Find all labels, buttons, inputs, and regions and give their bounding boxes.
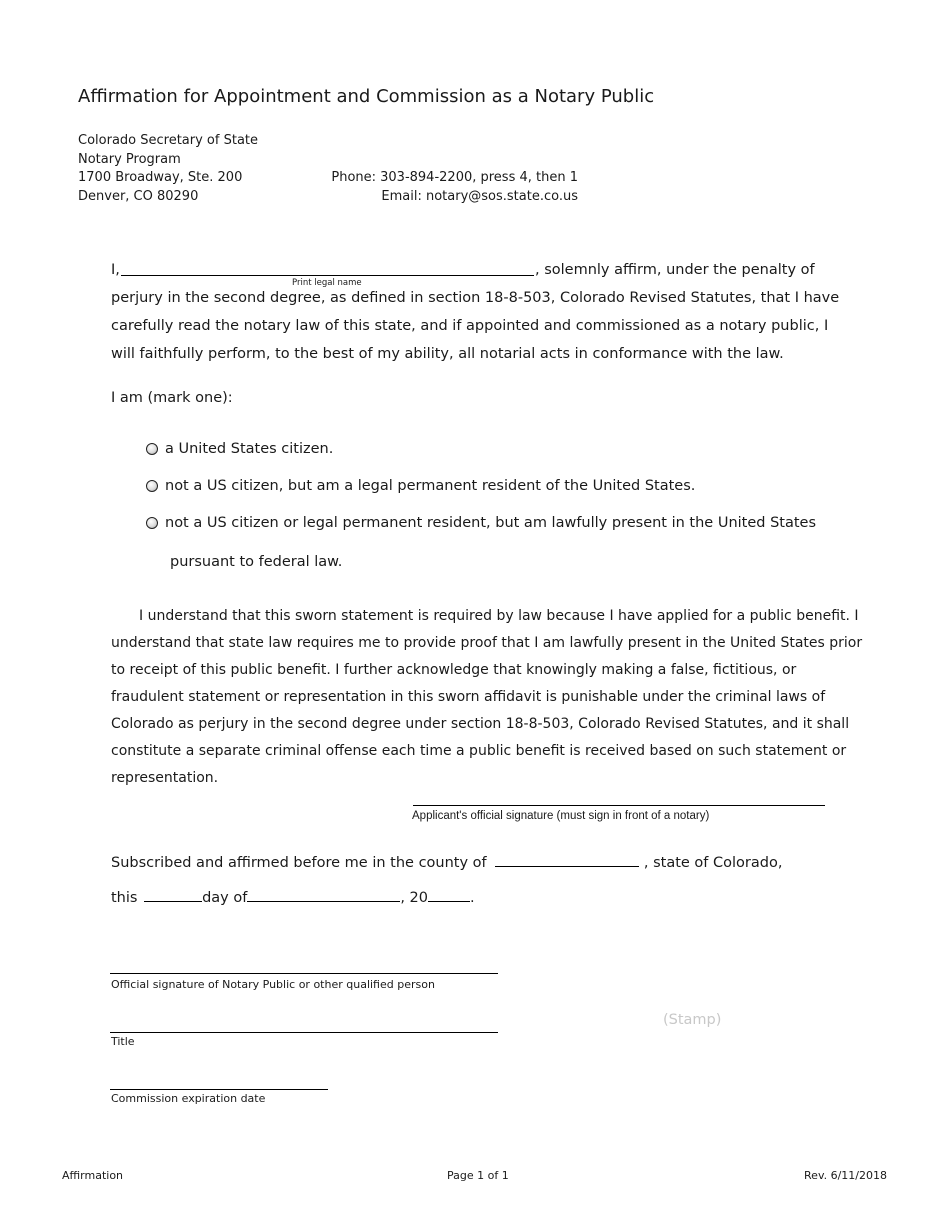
- year-field[interactable]: [428, 887, 470, 902]
- paragraph-line: I understand that this sworn statement is required by law because I have applied for a public benefit. I: [139, 608, 859, 624]
- affirmation-line-2: perjury in the second degree, as defined in section 18-8-503, Colorado Revised Statutes, that I have: [111, 290, 840, 306]
- paragraph-line: representation.: [111, 770, 219, 786]
- subscribed-line: [111, 849, 782, 877]
- radio-button[interactable]: [146, 517, 158, 529]
- paragraph-line: to receipt of this public benefit. I further acknowledge that knowingly making a false, fictitious, or: [111, 662, 797, 678]
- applicant-signature-caption: Applicant's official signature (must sign in front of a notary): [412, 810, 710, 822]
- phone-number: Phone: 303-894-2200, press 4, then 1: [331, 170, 578, 185]
- title-caption: Title: [111, 1035, 135, 1048]
- stamp-placeholder: (Stamp): [663, 1012, 722, 1028]
- address-line: 1700 Broadway, Ste. 200: [78, 170, 243, 185]
- status-option-lawfully-present: [146, 515, 816, 531]
- legal-name-caption: Print legal name: [292, 278, 362, 288]
- affirmation-line-4: will faithfully perform, to the best of my ability, all notarial acts in conformance with the law.: [111, 346, 784, 362]
- contact-info: [300, 168, 578, 206]
- document-title: Affirmation for Appointment and Commission as a Notary Public: [78, 86, 655, 107]
- radio-button[interactable]: [146, 480, 158, 492]
- subscribed-suffix: , state of Colorado,: [643, 855, 783, 871]
- address-line: Denver, CO 80290: [78, 188, 199, 204]
- day-field[interactable]: [144, 887, 202, 902]
- status-option-permanent-resident: [146, 478, 695, 494]
- radio-button[interactable]: [146, 443, 158, 455]
- status-option-label: not a US citizen, but am a legal permanent resident of the United States.: [165, 478, 696, 494]
- footer-revision: Rev. 6/11/2018: [804, 1169, 887, 1182]
- affirmation-prefix: I,: [111, 262, 120, 278]
- this-label: this: [111, 890, 138, 906]
- day-of-label: day of: [202, 890, 248, 906]
- year-suffix: .: [470, 890, 475, 906]
- status-option-label: a United States citizen.: [165, 441, 334, 457]
- status-option-continuation: pursuant to federal law.: [170, 554, 343, 570]
- email-address: Email: notary@sos.state.co.us: [381, 189, 578, 204]
- paragraph-line: constitute a separate criminal offense each time a public benefit is received based on such statement or: [111, 743, 847, 759]
- notary-signature-caption: Official signature of Notary Public or other qualified person: [111, 978, 435, 991]
- address-line: Notary Program: [78, 151, 181, 167]
- legal-name-field[interactable]: [121, 275, 534, 276]
- notary-signature-field[interactable]: [110, 973, 498, 974]
- affirmation-line-1: , solemnly affirm, under the penalty of: [535, 262, 815, 278]
- notary-title-field[interactable]: [110, 1032, 498, 1033]
- understanding-paragraph: [111, 603, 863, 792]
- applicant-signature-field[interactable]: [413, 805, 825, 806]
- paragraph-line: fraudulent statement or representation in this sworn affidavit is punishable under the criminal laws of: [111, 689, 826, 705]
- paragraph-line: understand that state law requires me to provide proof that I am lawfully present in the United States prior: [111, 635, 863, 651]
- month-field[interactable]: [247, 887, 400, 902]
- status-prompt: I am (mark one):: [111, 390, 233, 406]
- footer-form-name: Affirmation: [62, 1169, 124, 1182]
- date-line: [111, 884, 475, 912]
- address-line: Colorado Secretary of State: [78, 133, 259, 148]
- office-address: [78, 132, 258, 206]
- affirmation-line-3: carefully read the notary law of this state, and if appointed and commissioned as a notary public, I: [111, 318, 829, 334]
- year-prefix: , 20: [400, 890, 429, 906]
- status-option-citizen: [146, 441, 333, 457]
- subscribed-prefix: Subscribed and affirmed before me in the county of: [111, 855, 487, 871]
- status-option-label: not a US citizen or legal permanent resident, but am lawfully present in the United States: [165, 515, 817, 531]
- expiration-caption: Commission expiration date: [111, 1092, 266, 1105]
- footer-page-number: Page 1 of 1: [447, 1169, 509, 1182]
- paragraph-line: Colorado as perjury in the second degree under section 18-8-503, Colorado Revised Statutes, and it shall: [111, 716, 850, 732]
- commission-expiration-field[interactable]: [110, 1089, 328, 1090]
- county-field[interactable]: [495, 852, 639, 867]
